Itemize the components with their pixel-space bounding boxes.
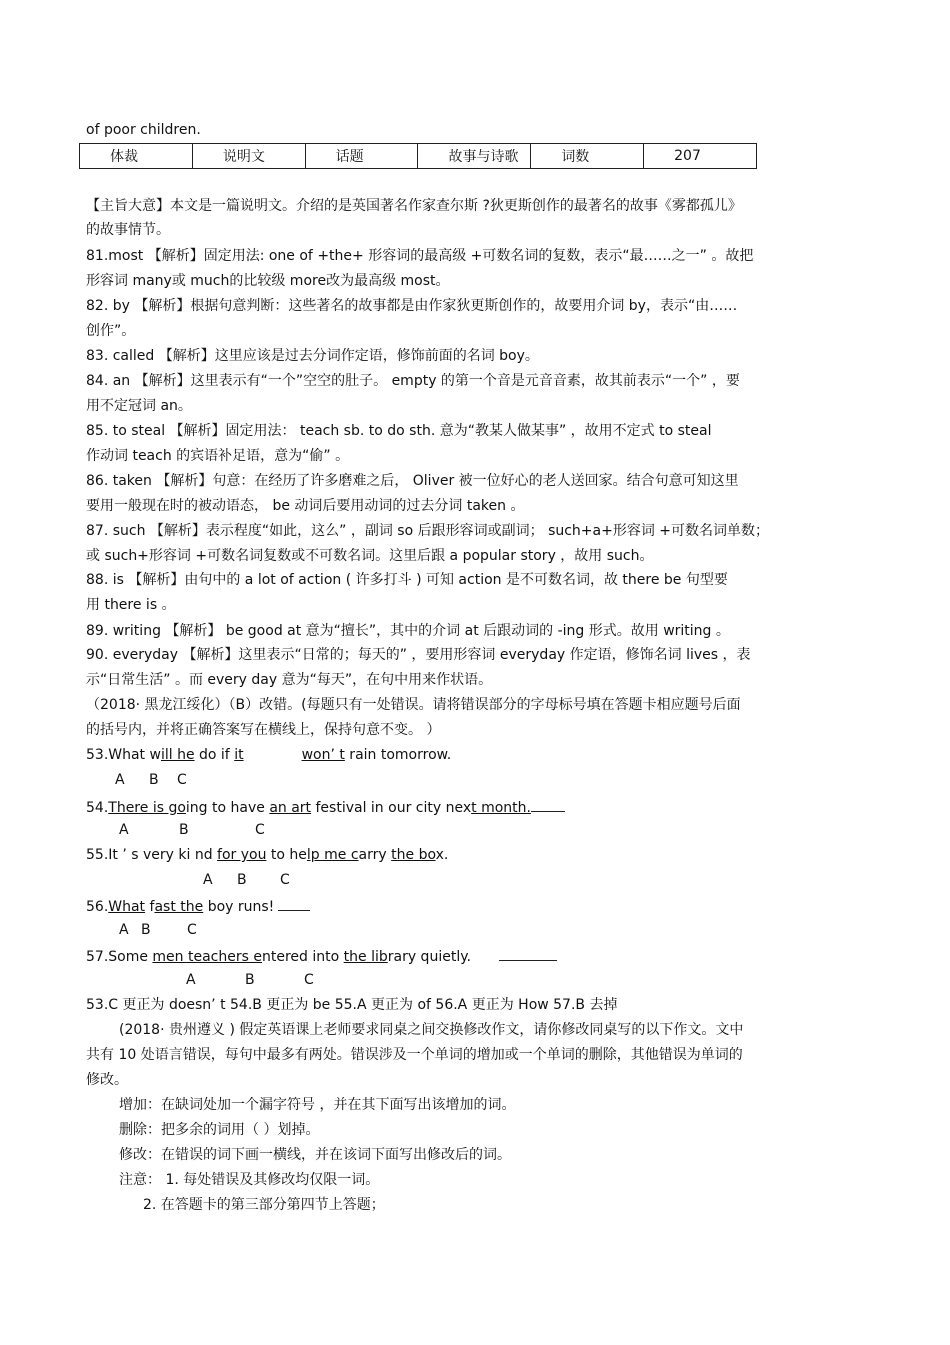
answer-line: 85. to steal 【解析】固定用法： teach sb. to do sth. 意为“教某人做某事” ，故用不定式 to steal — [86, 423, 712, 439]
text-part: 54. — [86, 800, 109, 816]
answer-line: 86. taken 【解析】句意：在经历了许多磨难之后， Oliver 被一位好心的老人送回家。结合句意可知这里 — [86, 473, 739, 489]
summary-line: 的故事情节。 — [86, 222, 170, 238]
option-letter: B — [237, 872, 247, 888]
option-letter: C — [255, 822, 265, 838]
option-letter: A — [115, 772, 125, 788]
text-part: 56. — [86, 899, 109, 915]
underlined-part-b: an art — [269, 800, 312, 816]
answer-line: 要用一般现在时的被动语态， be 动词后要用动词的过去分词 taken 。 — [86, 498, 525, 514]
rule-delete: 删除：把多余的词用（ ）划掉。 — [119, 1122, 320, 1138]
option-letters — [115, 771, 187, 789]
option-letter: A — [186, 972, 196, 988]
text-part: arry — [358, 847, 392, 863]
table-cell: 体裁 — [80, 144, 193, 169]
underlined-part-b: the lib — [343, 949, 388, 965]
underlined-part-a: There is go — [108, 800, 186, 816]
table-cell: 话题 — [305, 144, 418, 169]
answer-line: 作动词 teach 的宾语补足语，意为“偷” 。 — [86, 448, 350, 464]
rule-note-2: 2. 在答题卡的第三部分第四节上答题； — [143, 1197, 385, 1213]
option-letter: B — [149, 772, 159, 788]
table-cell: 207 — [644, 144, 757, 169]
text-part: rain tomorrow. — [344, 747, 452, 763]
option-letters — [119, 921, 197, 939]
text-part: rary quietly. — [387, 949, 471, 965]
answer-line: 87. such 【解析】表示程度“如此，这么” ，副词 so 后跟形容词或副词； such+a+形容词 +可数名词单数； — [86, 523, 770, 539]
section2-line: 共有 10 处语言错误，每句中最多有两处。错误涉及一个单词的增加或一个单词的删除，其他错误为单词的 — [86, 1047, 743, 1063]
option-letter: A — [203, 872, 213, 888]
text-part: ntered into — [261, 949, 344, 965]
table-cell: 故事与诗歌 — [418, 144, 531, 169]
underlined-part-c: t month. — [471, 800, 531, 816]
section2-line: 修改。 — [86, 1072, 128, 1088]
option-letters — [186, 971, 314, 989]
option-letters — [203, 871, 290, 889]
rule-note-1: 注意： 1. 每处错误及其修改均仅限一词。 — [119, 1172, 380, 1188]
text-part: x. — [435, 847, 449, 863]
answer-line: 或 such+形容词 +可数名词复数或不可数名词。这里后跟 a popular story ，故用 such。 — [86, 548, 654, 564]
question-57 — [86, 946, 557, 966]
underlined-part-b: ast the — [154, 899, 204, 915]
underlined-part-b: it — [234, 747, 244, 763]
table-cell: 说明文 — [192, 144, 305, 169]
answer-blank[interactable] — [499, 946, 557, 961]
option-letter: B — [245, 972, 255, 988]
answer-line: 83. called 【解析】这里应该是过去分词作定语，修饰前面的名词 boy。 — [86, 348, 539, 364]
underlined-part-a: for you — [217, 847, 267, 863]
answer-line: 84. an 【解析】这里表示有“一个”空空的肚子。 empty 的第一个音是元音音素，故其前表示“一个” ，要 — [86, 373, 740, 389]
answer-key-line: 53.C 更正为 doesn’ t 54.B 更正为 be 55.A 更正为 of 56.A 更正为 How 57.B 去掉 — [86, 997, 618, 1013]
answer-line: 81.most 【解析】固定用法: one of +the+ 形容词的最高级 +可数名词的复数，表示“最……之一” 。故把 — [86, 248, 754, 264]
answer-line: 创作”。 — [86, 323, 136, 339]
option-letter: B — [179, 822, 189, 838]
answer-blank[interactable] — [531, 797, 565, 812]
table-cell: 词数 — [531, 144, 644, 169]
underlined-part-a: What — [108, 899, 146, 915]
answer-line: 形容词 many或 much的比较级 more改为最高级 most。 — [86, 273, 450, 289]
passage-info-table — [79, 143, 757, 169]
answer-line: 用不定冠词 an。 — [86, 398, 192, 414]
rule-add: 增加：在缺词处加一个漏字符号 ，并在其下面写出该增加的词。 — [119, 1097, 516, 1113]
summary-line: 【主旨大意】本文是一篇说明文。介绍的是英国著名作家查尔斯 ?狄更斯创作的最著名的故事《雾都孤儿》 — [86, 198, 742, 214]
text-part: boy runs! — [203, 899, 275, 915]
intro-line: of poor children. — [86, 122, 201, 138]
answer-blank[interactable] — [278, 896, 310, 911]
section2-line: (2018· 贵州遵义 ) 假定英语课上老师要求同桌之间交换修改作文，请你修改同桌写的以下作文。文中 — [119, 1022, 744, 1038]
underlined-part-b: lp me c — [306, 847, 359, 863]
option-letters — [119, 821, 265, 839]
section-title: 的括号内，并将正确答案写在横线上，保持句意不变。 ） — [86, 722, 441, 738]
answer-line: 用 there is 。 — [86, 597, 176, 613]
underlined-part-a: ill he — [160, 747, 195, 763]
underlined-part-c: the bo — [391, 847, 436, 863]
question-53 — [86, 746, 451, 764]
option-letter: C — [280, 872, 290, 888]
section-title: （2018· 黑龙江绥化）（B）改错。(每题只有一处错误。请将错误部分的字母标号填在答题卡相应题号后面 — [86, 697, 741, 713]
text-part: festival in our city nex — [311, 800, 472, 816]
option-letter: C — [177, 772, 187, 788]
text-part: do if — [194, 747, 235, 763]
text-part: 53.What w — [86, 747, 161, 763]
question-55 — [86, 846, 448, 864]
option-letter: C — [304, 972, 314, 988]
text-part: 57.Some — [86, 949, 153, 965]
option-letter: A — [119, 822, 129, 838]
option-letter: A — [119, 922, 129, 938]
text-part: ing to have — [185, 800, 270, 816]
option-letter: C — [187, 922, 197, 938]
option-letter: B — [141, 922, 151, 938]
answer-line: 89. writing 【解析】 be good at 意为“擅长”，其中的介词 at 后跟动词的 -ing 形式。故用 writing 。 — [86, 623, 730, 639]
question-54 — [86, 797, 565, 817]
text-part: f — [145, 899, 155, 915]
table-row — [80, 144, 757, 169]
answer-line: 88. is 【解析】由句中的 a lot of action ( 许多打斗 ) 可知 action 是不可数名词，故 there be 句型要 — [86, 572, 728, 588]
answer-line: 90. everyday 【解析】这里表示“日常的；每天的” ，要用形容词 everyday 作定语，修饰名词 lives ，表 — [86, 647, 751, 663]
answer-line: 82. by 【解析】根据句意判断：这些著名的故事都是由作家狄更斯创作的，故要用介词 by，表示“由…… — [86, 298, 738, 314]
text-part: to he — [266, 847, 307, 863]
text-part: 55.It ’ s very ki nd — [86, 847, 218, 863]
underlined-part-a: men teachers e — [152, 949, 262, 965]
answer-line: 示“日常生活” 。而 every day 意为“每天”，在句中用来作状语。 — [86, 672, 493, 688]
question-56 — [86, 896, 310, 916]
underlined-part-c: won’ t — [301, 747, 345, 763]
rule-modify: 修改：在错误的词下画一横线，并在该词下面写出修改后的词。 — [119, 1147, 511, 1163]
